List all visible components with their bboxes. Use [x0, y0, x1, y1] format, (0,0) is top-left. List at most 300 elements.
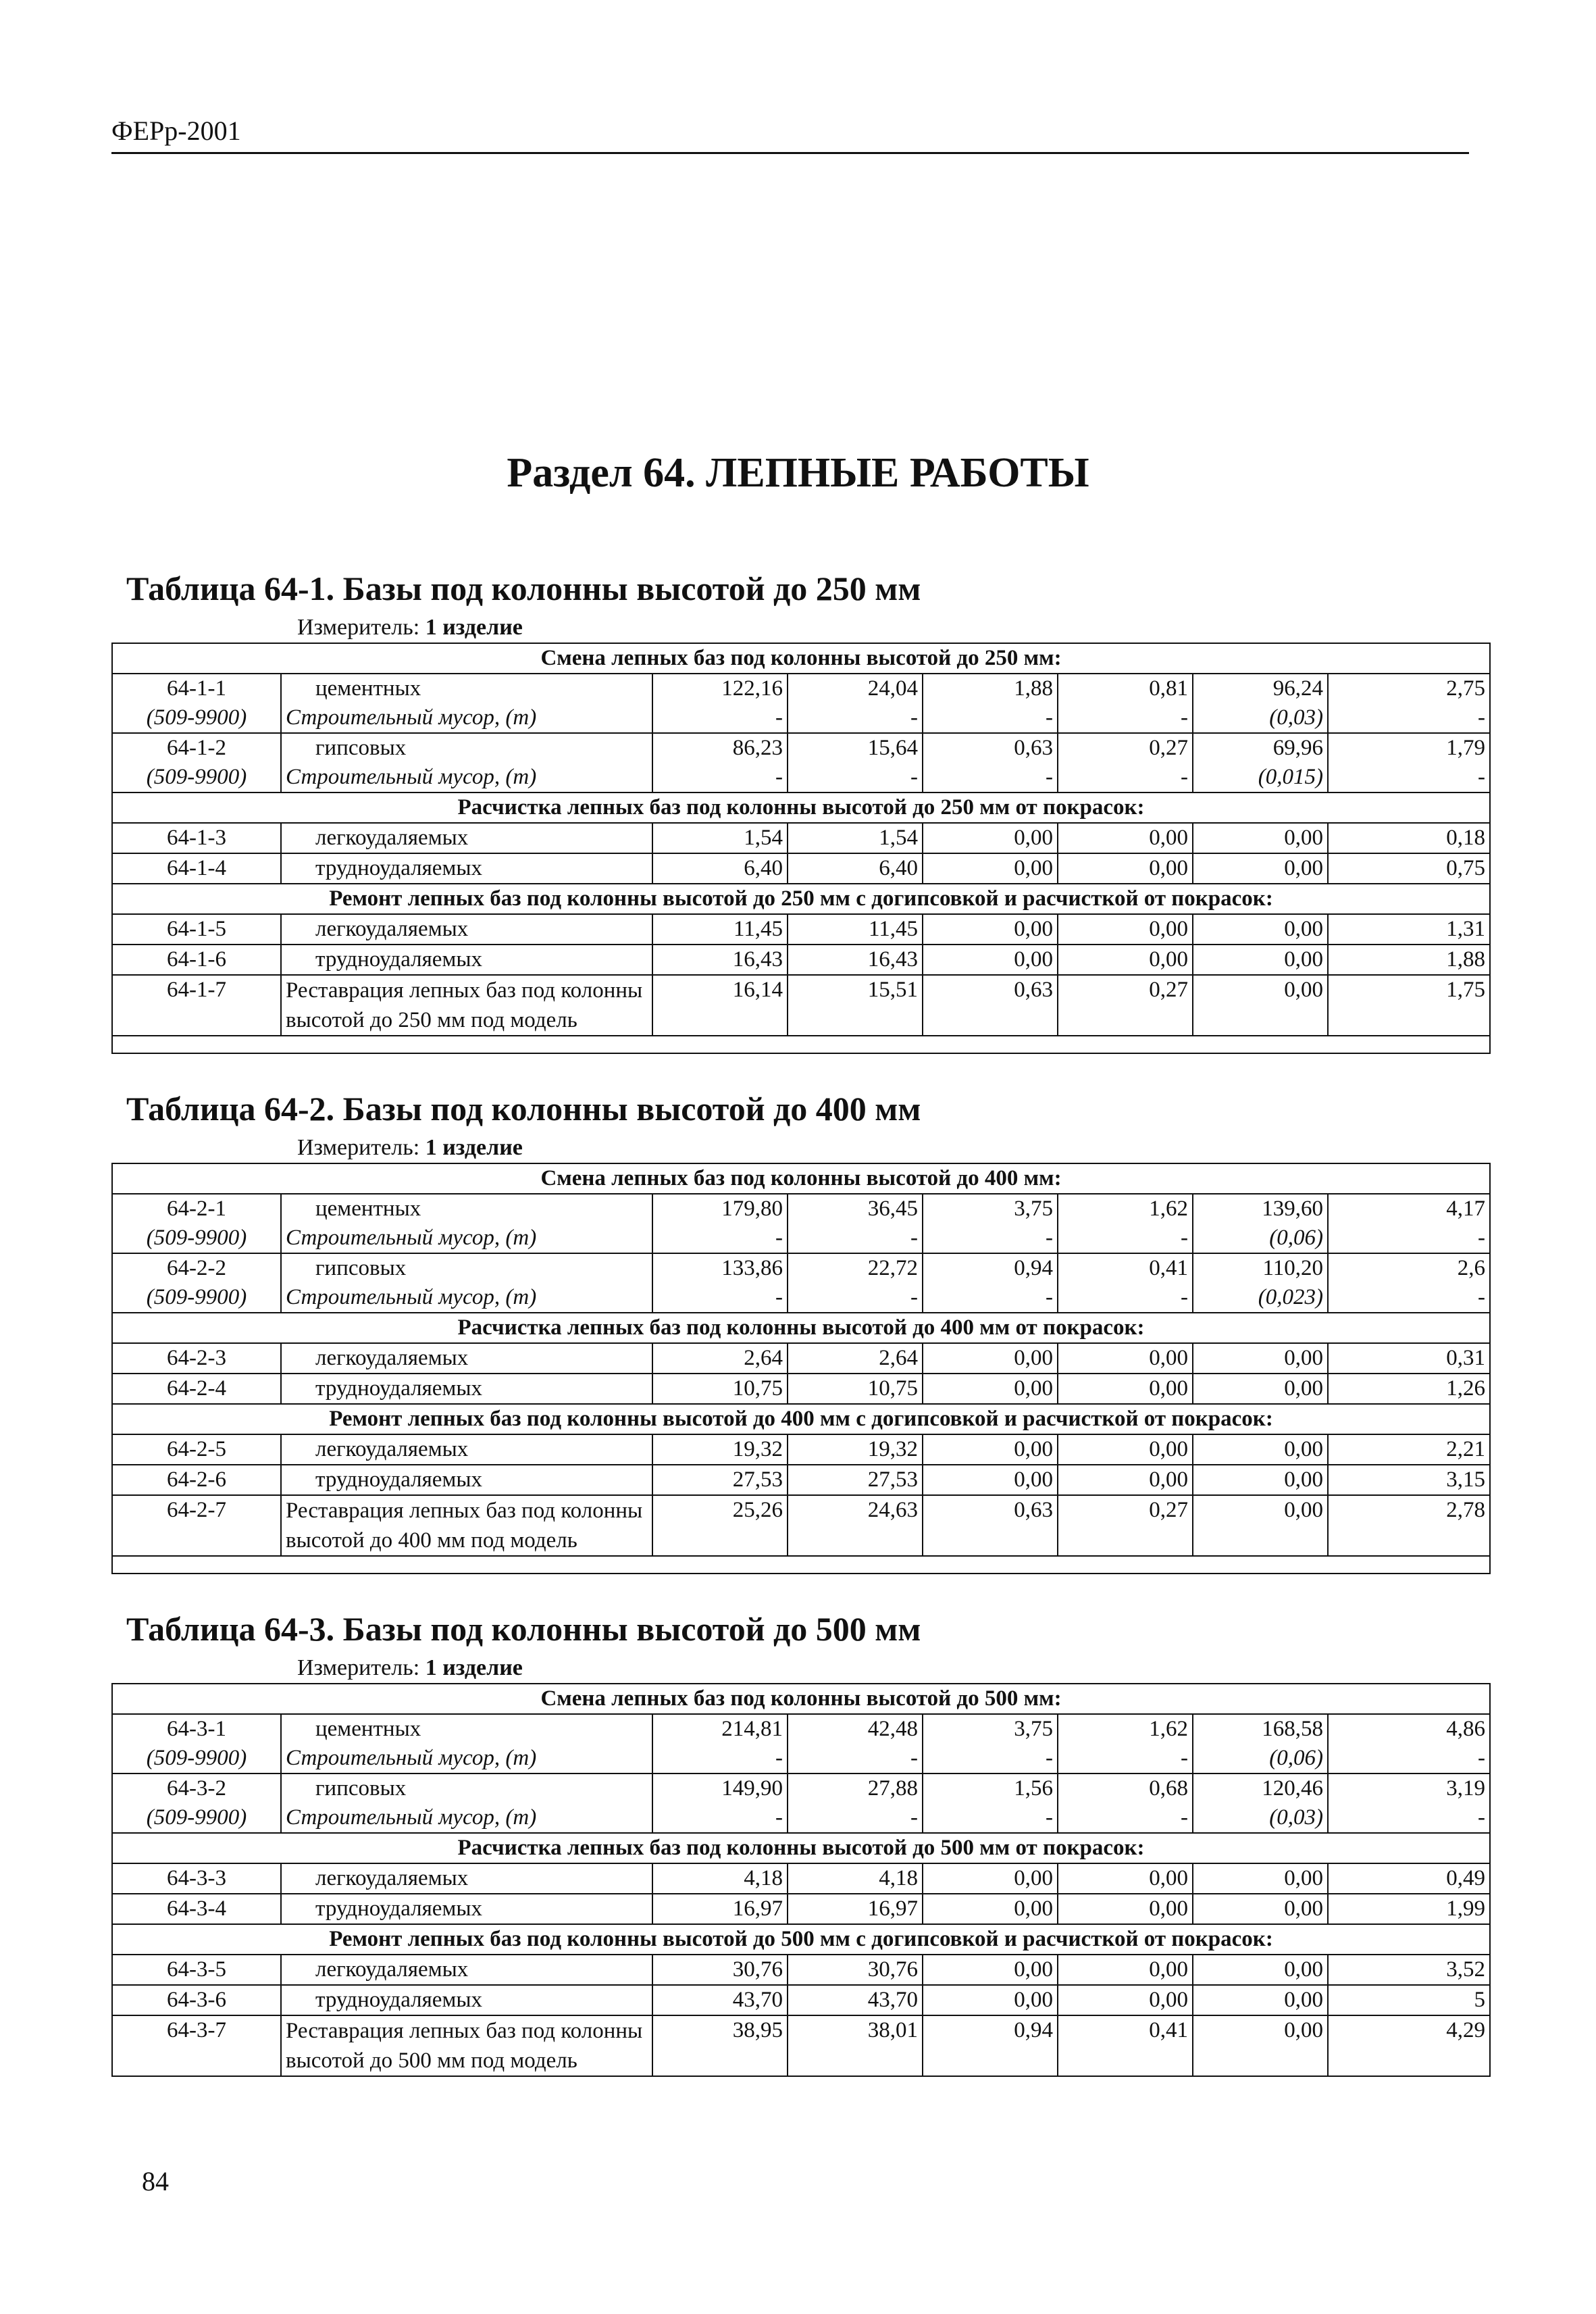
row-name: трудноудаляемых: [281, 945, 652, 975]
row-value: 30,76: [788, 1955, 923, 1985]
row-value: 0,00: [1193, 1495, 1328, 1556]
row-value: 1,88: [1328, 945, 1490, 975]
subcode-text: (509-9900): [146, 1805, 247, 1830]
row-value: 1,75: [1328, 975, 1490, 1036]
row-value: 0,00: [1058, 1434, 1193, 1465]
row-subvalue: -: [1328, 1224, 1490, 1253]
row-subvalue: -: [788, 1283, 923, 1313]
row-name: гипсовых: [281, 1774, 652, 1803]
row-subvalue: -: [923, 1283, 1058, 1313]
row-value: 19,32: [788, 1434, 923, 1465]
row-value: 16,43: [652, 945, 788, 975]
gap-cell: [281, 1556, 652, 1574]
group-heading-row: [112, 1313, 1490, 1343]
row-value: 0,00: [923, 914, 1058, 945]
row-value: 0,63: [923, 733, 1058, 763]
row-subvalue: -: [923, 763, 1058, 793]
row-name: цементных: [281, 1194, 652, 1224]
group-heading: Ремонт лепных баз под колонны высотой до 400 мм с догипсовкой и расчисткой от покрасок:: [112, 1404, 1490, 1434]
row-subcode: [112, 763, 281, 793]
gap-cell: [923, 1036, 1058, 1053]
row-value: 0,00: [1058, 1863, 1193, 1894]
row-subvalue: -: [923, 1224, 1058, 1253]
row-subvalue: -: [1058, 1803, 1193, 1833]
row-value: 2,75: [1328, 674, 1490, 703]
row-subvalue: (0,023): [1193, 1283, 1328, 1313]
row-code: 64-3-3: [112, 1863, 281, 1894]
row-name: гипсовых: [281, 1253, 652, 1283]
row-subvalue: -: [652, 1224, 788, 1253]
row-name: Реставрация лепных баз под колонны высотой до 400 мм под модель: [281, 1495, 652, 1556]
group-heading: Ремонт лепных баз под колонны высотой до 250 мм с догипсовкой и расчисткой от покрасок:: [112, 884, 1490, 914]
row-subname: Строительный мусор, (т): [281, 1283, 652, 1313]
row-value: 15,51: [788, 975, 923, 1036]
gap-cell: [1328, 1556, 1490, 1574]
row-subcode: [112, 1224, 281, 1253]
row-value: 11,45: [652, 914, 788, 945]
table-block-64-2: [111, 1084, 1489, 1574]
row-value: 4,86: [1328, 1714, 1490, 1744]
row-value: 1,56: [923, 1774, 1058, 1803]
row-subvalue: (0,06): [1193, 1224, 1328, 1253]
row-subvalue: -: [652, 1803, 788, 1833]
row-value: 0,00: [1058, 1985, 1193, 2015]
row-value: 0,00: [1193, 1894, 1328, 1924]
row-value: 0,00: [1193, 1465, 1328, 1495]
gap-cell: [281, 1036, 652, 1053]
row-subvalue: -: [652, 703, 788, 733]
row-subvalue: -: [788, 1224, 923, 1253]
row-value: 0,00: [1193, 2015, 1328, 2076]
row-subvalue: (0,03): [1193, 703, 1328, 733]
row-value: 139,60: [1193, 1194, 1328, 1224]
row-code: 64-2-2: [112, 1253, 281, 1283]
gap-cell: [1328, 1036, 1490, 1053]
row-code: 64-3-2: [112, 1774, 281, 1803]
row-value: 30,76: [652, 1955, 788, 1985]
row-value: 2,64: [788, 1343, 923, 1374]
row-subvalue: (0,06): [1193, 1744, 1328, 1774]
row-name: цементных: [281, 674, 652, 703]
gap-cell: [788, 1036, 923, 1053]
table-row: [112, 1495, 1490, 1556]
row-value: 0,00: [1058, 823, 1193, 853]
row-value: 122,16: [652, 674, 788, 703]
row-value: 0,49: [1328, 1863, 1490, 1894]
row-value: 0,41: [1058, 1253, 1193, 1283]
row-value: 5: [1328, 1985, 1490, 2015]
table-gap-row: [112, 1036, 1490, 1053]
row-subvalue: -: [1328, 1283, 1490, 1313]
row-value: 96,24: [1193, 674, 1328, 703]
row-value: 0,00: [1193, 853, 1328, 884]
row-code: 64-2-6: [112, 1465, 281, 1495]
row-value: 110,20: [1193, 1253, 1328, 1283]
row-value: 86,23: [652, 733, 788, 763]
row-value: 0,81: [1058, 674, 1193, 703]
group-heading-row: [112, 884, 1490, 914]
row-value: 0,00: [1193, 1985, 1328, 2015]
row-subvalue: -: [652, 1744, 788, 1774]
row-value: 0,00: [1058, 914, 1193, 945]
row-value: 0,00: [923, 1343, 1058, 1374]
group-heading-row: [112, 1684, 1490, 1714]
row-subvalue: -: [923, 703, 1058, 733]
row-code: 64-2-5: [112, 1434, 281, 1465]
subcode-text: (509-9900): [146, 765, 247, 789]
row-code: 64-1-4: [112, 853, 281, 884]
table-title: Таблица 64-2. Базы под колонны высотой до 400 мм: [126, 1090, 921, 1128]
row-code: 64-1-2: [112, 733, 281, 763]
row-subname: Строительный мусор, (т): [281, 1744, 652, 1774]
row-value: 0,00: [1058, 1955, 1193, 1985]
row-value: 0,00: [923, 1955, 1058, 1985]
row-value: 0,94: [923, 1253, 1058, 1283]
group-heading: Ремонт лепных баз под колонны высотой до 500 мм с догипсовкой и расчисткой от покрасок:: [112, 1924, 1490, 1955]
row-value: 1,54: [788, 823, 923, 853]
row-value: 16,97: [652, 1894, 788, 1924]
row-subvalue: (0,015): [1193, 763, 1328, 793]
table-row: [112, 2015, 1490, 2076]
row-value: 0,75: [1328, 853, 1490, 884]
table-row: [112, 1714, 1490, 1744]
row-subvalue: -: [1058, 1224, 1193, 1253]
row-value: 1,99: [1328, 1894, 1490, 1924]
row-code: 64-3-6: [112, 1985, 281, 2015]
row-value: 1,79: [1328, 733, 1490, 763]
gap-cell: [788, 1556, 923, 1574]
table-subrow: [112, 703, 1490, 733]
group-heading-row: [112, 1833, 1490, 1863]
gap-cell: [112, 1036, 281, 1053]
table-row: [112, 975, 1490, 1036]
row-subvalue: -: [1328, 1803, 1490, 1833]
row-value: 0,00: [923, 1374, 1058, 1404]
row-value: 0,41: [1058, 2015, 1193, 2076]
table-row: [112, 823, 1490, 853]
row-code: 64-2-3: [112, 1343, 281, 1374]
subcode-text: (509-9900): [146, 1226, 247, 1250]
row-value: 0,00: [923, 1434, 1058, 1465]
row-value: 42,48: [788, 1714, 923, 1744]
group-heading: Смена лепных баз под колонны высотой до 400 мм:: [112, 1163, 1490, 1194]
unit-value: 1 изделие: [425, 1655, 523, 1680]
row-value: 38,01: [788, 2015, 923, 2076]
row-value: 15,64: [788, 733, 923, 763]
row-value: 22,72: [788, 1253, 923, 1283]
row-subname: Строительный мусор, (т): [281, 703, 652, 733]
row-value: 120,46: [1193, 1774, 1328, 1803]
row-subvalue: -: [652, 763, 788, 793]
row-subvalue: -: [1328, 763, 1490, 793]
row-name: Реставрация лепных баз под колонны высотой до 250 мм под модель: [281, 975, 652, 1036]
row-code: 64-2-7: [112, 1495, 281, 1556]
row-value: 38,95: [652, 2015, 788, 2076]
row-value: 0,31: [1328, 1343, 1490, 1374]
unit-label: Измеритель:: [297, 1655, 420, 1680]
table-row: [112, 1894, 1490, 1924]
row-value: 0,00: [923, 823, 1058, 853]
row-value: 2,64: [652, 1343, 788, 1374]
row-value: 0,00: [1193, 945, 1328, 975]
group-heading: Расчистка лепных баз под колонны высотой до 500 мм от покрасок:: [112, 1833, 1490, 1863]
row-subvalue: -: [1058, 1283, 1193, 1313]
row-value: 133,86: [652, 1253, 788, 1283]
group-heading: Расчистка лепных баз под колонны высотой до 250 мм от покрасок:: [112, 793, 1490, 823]
row-value: 0,00: [923, 1465, 1058, 1495]
unit-label: Измеритель:: [297, 615, 420, 640]
group-heading-row: [112, 643, 1490, 674]
row-value: 0,00: [1058, 1374, 1193, 1404]
table-row: [112, 1985, 1490, 2015]
row-value: 149,90: [652, 1774, 788, 1803]
table-subrow: [112, 1224, 1490, 1253]
row-value: 16,14: [652, 975, 788, 1036]
row-value: 11,45: [788, 914, 923, 945]
row-code: 64-2-1: [112, 1194, 281, 1224]
row-code: 64-1-6: [112, 945, 281, 975]
gap-cell: [652, 1036, 788, 1053]
row-value: 3,75: [923, 1194, 1058, 1224]
row-value: 0,27: [1058, 1495, 1193, 1556]
row-value: 0,27: [1058, 733, 1193, 763]
unit-value: 1 изделие: [425, 1135, 523, 1160]
row-value: 0,63: [923, 975, 1058, 1036]
row-name: легкоудаляемых: [281, 1343, 652, 1374]
row-name: легкоудаляемых: [281, 1955, 652, 1985]
norms-table: [111, 1683, 1491, 2077]
row-value: 24,63: [788, 1495, 923, 1556]
row-code: 64-3-5: [112, 1955, 281, 1985]
table-row: [112, 1374, 1490, 1404]
row-name: трудноудаляемых: [281, 1894, 652, 1924]
unit-value: 1 изделие: [425, 615, 523, 640]
row-value: 16,97: [788, 1894, 923, 1924]
row-name: легкоудаляемых: [281, 823, 652, 853]
row-subvalue: -: [788, 1744, 923, 1774]
group-heading: Смена лепных баз под колонны высотой до 500 мм:: [112, 1684, 1490, 1714]
row-name: легкоудаляемых: [281, 914, 652, 945]
table-title: Таблица 64-3. Базы под колонны высотой до 500 мм: [126, 1610, 921, 1648]
row-subname: Строительный мусор, (т): [281, 1803, 652, 1833]
row-value: 0,00: [923, 1894, 1058, 1924]
row-value: 3,15: [1328, 1465, 1490, 1495]
unit-line: [297, 1653, 1489, 1683]
table-row: [112, 1465, 1490, 1495]
row-value: 1,62: [1058, 1194, 1193, 1224]
row-value: 3,75: [923, 1714, 1058, 1744]
row-code: 64-2-4: [112, 1374, 281, 1404]
gap-cell: [1058, 1556, 1193, 1574]
row-value: 43,70: [652, 1985, 788, 2015]
group-heading-row: [112, 793, 1490, 823]
row-value: 0,00: [923, 853, 1058, 884]
table-row: [112, 1253, 1490, 1283]
row-value: 16,43: [788, 945, 923, 975]
table-block-64-1: [111, 564, 1489, 1054]
row-value: 6,40: [652, 853, 788, 884]
row-code: 64-1-1: [112, 674, 281, 703]
table-row: [112, 1194, 1490, 1224]
row-subvalue: -: [788, 703, 923, 733]
row-code: 64-1-7: [112, 975, 281, 1036]
row-code: 64-1-3: [112, 823, 281, 853]
table-row: [112, 674, 1490, 703]
row-name: легкоудаляемых: [281, 1434, 652, 1465]
row-value: 1,54: [652, 823, 788, 853]
row-value: 0,27: [1058, 975, 1193, 1036]
row-value: 0,00: [1193, 1374, 1328, 1404]
subcode-text: (509-9900): [146, 705, 247, 730]
group-heading: Расчистка лепных баз под колонны высотой до 400 мм от покрасок:: [112, 1313, 1490, 1343]
row-subvalue: -: [652, 1283, 788, 1313]
row-value: 0,68: [1058, 1774, 1193, 1803]
row-name: гипсовых: [281, 733, 652, 763]
row-value: 0,00: [1193, 1434, 1328, 1465]
row-code: 64-1-5: [112, 914, 281, 945]
row-name: трудноудаляемых: [281, 853, 652, 884]
row-subcode: [112, 1283, 281, 1313]
row-value: 24,04: [788, 674, 923, 703]
norms-table: [111, 1163, 1491, 1574]
gap-cell: [923, 1556, 1058, 1574]
row-subvalue: -: [788, 1803, 923, 1833]
row-value: 25,26: [652, 1495, 788, 1556]
table-gap-row: [112, 1556, 1490, 1574]
subcode-text: (509-9900): [146, 1285, 247, 1309]
row-value: 4,29: [1328, 2015, 1490, 2076]
row-value: 10,75: [652, 1374, 788, 1404]
row-name: трудноудаляемых: [281, 1465, 652, 1495]
row-value: 214,81: [652, 1714, 788, 1744]
subcode-text: (509-9900): [146, 1746, 247, 1770]
row-value: 0,00: [923, 945, 1058, 975]
row-value: 0,94: [923, 2015, 1058, 2076]
group-heading-row: [112, 1404, 1490, 1434]
row-value: 27,53: [652, 1465, 788, 1495]
running-header: ФЕРр-2001: [111, 115, 1469, 154]
row-code: 64-3-7: [112, 2015, 281, 2076]
row-value: 0,00: [923, 1985, 1058, 2015]
row-value: 0,00: [1193, 1863, 1328, 1894]
group-heading: Смена лепных баз под колонны высотой до 250 мм:: [112, 643, 1490, 674]
row-subvalue: -: [923, 1744, 1058, 1774]
group-heading-row: [112, 1924, 1490, 1955]
row-value: 1,26: [1328, 1374, 1490, 1404]
table-row: [112, 914, 1490, 945]
norms-table: [111, 643, 1491, 1054]
row-value: 0,63: [923, 1495, 1058, 1556]
row-value: 3,52: [1328, 1955, 1490, 1985]
row-name: трудноудаляемых: [281, 1985, 652, 2015]
gap-cell: [1058, 1036, 1193, 1053]
gap-cell: [1193, 1036, 1328, 1053]
table-row: [112, 1955, 1490, 1985]
table-row: [112, 1343, 1490, 1374]
row-value: 4,18: [652, 1863, 788, 1894]
row-subvalue: -: [788, 763, 923, 793]
row-value: 0,00: [1058, 1894, 1193, 1924]
group-heading-row: [112, 1163, 1490, 1194]
table-row: [112, 853, 1490, 884]
row-value: 43,70: [788, 1985, 923, 2015]
row-value: 4,17: [1328, 1194, 1490, 1224]
gap-cell: [652, 1556, 788, 1574]
row-code: 64-3-4: [112, 1894, 281, 1924]
unit-line: [297, 1133, 1489, 1163]
row-value: 1,88: [923, 674, 1058, 703]
table-subrow: [112, 1283, 1490, 1313]
row-subname: Строительный мусор, (т): [281, 763, 652, 793]
row-value: 0,18: [1328, 823, 1490, 853]
table-block-64-3: [111, 1605, 1489, 2077]
row-subvalue: -: [1058, 703, 1193, 733]
row-subvalue: -: [1328, 703, 1490, 733]
row-name: легкоудаляемых: [281, 1863, 652, 1894]
unit-label: Измеритель:: [297, 1135, 420, 1160]
table-subrow: [112, 1744, 1490, 1774]
gap-cell: [112, 1556, 281, 1574]
row-name: трудноудаляемых: [281, 1374, 652, 1404]
row-value: 0,00: [923, 1863, 1058, 1894]
row-value: 6,40: [788, 853, 923, 884]
row-value: 10,75: [788, 1374, 923, 1404]
page-number: 84: [142, 2166, 169, 2196]
row-value: 4,18: [788, 1863, 923, 1894]
gap-cell: [1193, 1556, 1328, 1574]
table-subrow: [112, 763, 1490, 793]
table-row: [112, 945, 1490, 975]
row-value: 0,00: [1193, 975, 1328, 1036]
row-value: 2,78: [1328, 1495, 1490, 1556]
table-title: Таблица 64-1. Базы под колонны высотой до 250 мм: [126, 570, 921, 607]
row-value: 0,00: [1058, 945, 1193, 975]
section-title: Раздел 64. ЛЕПНЫЕ РАБОТЫ: [507, 450, 1089, 496]
row-code: 64-3-1: [112, 1714, 281, 1744]
row-subvalue: -: [1058, 763, 1193, 793]
row-value: 0,00: [1058, 1343, 1193, 1374]
row-value: 0,00: [1193, 1343, 1328, 1374]
row-subvalue: -: [1058, 1744, 1193, 1774]
row-value: 1,31: [1328, 914, 1490, 945]
row-value: 168,58: [1193, 1714, 1328, 1744]
unit-line: [297, 613, 1489, 643]
row-value: 0,00: [1058, 1465, 1193, 1495]
row-subvalue: (0,03): [1193, 1803, 1328, 1833]
row-subcode: [112, 703, 281, 733]
row-subvalue: -: [1328, 1744, 1490, 1774]
row-value: 27,88: [788, 1774, 923, 1803]
row-value: 0,00: [1193, 823, 1328, 853]
row-value: 0,00: [1193, 914, 1328, 945]
table-row: [112, 733, 1490, 763]
row-value: 0,00: [1058, 853, 1193, 884]
table-subrow: [112, 1803, 1490, 1833]
row-subcode: [112, 1803, 281, 1833]
row-subcode: [112, 1744, 281, 1774]
row-name: Реставрация лепных баз под колонны высотой до 500 мм под модель: [281, 2015, 652, 2076]
row-value: 2,21: [1328, 1434, 1490, 1465]
table-row: [112, 1774, 1490, 1803]
row-value: 3,19: [1328, 1774, 1490, 1803]
row-value: 2,6: [1328, 1253, 1490, 1283]
row-value: 69,96: [1193, 733, 1328, 763]
table-row: [112, 1863, 1490, 1894]
table-row: [112, 1434, 1490, 1465]
row-value: 179,80: [652, 1194, 788, 1224]
row-value: 36,45: [788, 1194, 923, 1224]
row-subname: Строительный мусор, (т): [281, 1224, 652, 1253]
